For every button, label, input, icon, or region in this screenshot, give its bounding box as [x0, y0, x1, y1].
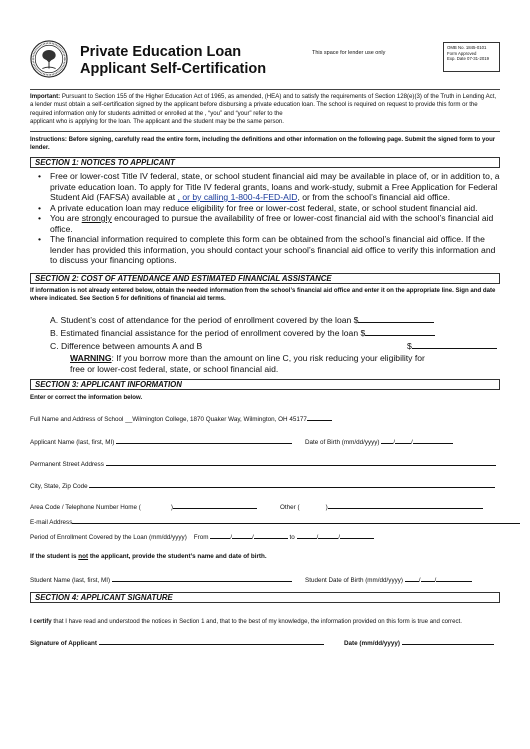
notices-list [38, 171, 500, 266]
city-row: City, State, Zip Code [30, 481, 495, 490]
form-title-line1: Private Education Loan [80, 44, 242, 60]
signature-date-field[interactable] [402, 638, 494, 645]
dob-day-field[interactable] [395, 437, 411, 444]
to-month-field[interactable] [297, 532, 317, 539]
important-text: Pursuant to Section 155 of the Higher Education Act of 1965, as amended, (HEA) and to satisfy the requirements of Section 128(e)(3) of the Truth in Lending Act, a lender must obtain a self-certification signed by the applicant before disbursing a private education loan. The school is required on request to provide this form or the required information only for students admitted or enrolled at the , “you” and “your” refer to the [30, 93, 497, 117]
omb-box [443, 42, 500, 72]
enrollment-period-row: Period of Enrollment Covered by the Loan (mm/dd/yyyy) From / / to / / [30, 532, 374, 541]
street-row: Permanent Street Address [30, 459, 496, 468]
student-dob-month-field[interactable] [405, 575, 419, 582]
signature-field[interactable] [99, 638, 324, 645]
cost-of-attendance-field[interactable] [358, 316, 434, 323]
omb-approved: Form Approved [447, 50, 477, 56]
financial-assistance-row: B. Estimated financial assistance for the period of enrollment covered by the loan $ [50, 328, 435, 339]
signature-date-row: Date (mm/dd/yyyy) [344, 638, 494, 647]
instructions-label: Instructions: [30, 136, 67, 143]
certify-statement: I certify that I have read and understood the notices in Section 1 and, that to the best of my knowledge, the information provided on this form is true and correct. [30, 618, 462, 625]
school-row: Full Name and Address of School __Wilmington College, 1870 Quaker Way, Wilmington, OH 45177 [30, 414, 332, 423]
dob-month-field[interactable] [381, 437, 393, 444]
email-row: E-mail Address [30, 517, 520, 526]
applicant-name-row: Applicant Name (last, first, MI) [30, 437, 292, 446]
from-month-field[interactable] [210, 532, 230, 539]
form-title-line2: Applicant Self-Certification [80, 61, 267, 77]
difference-row: C. Difference between amounts A and B [50, 341, 203, 351]
notice-item: • The financial information required to complete this form can be obtained from the school’s financial aid office. If the lender has provided this information, you should contact your school’s financial aid office to verify this information and to discuss your financing options. [38, 234, 500, 266]
student-dob-row: Student Date of Birth (mm/dd/yyyy) / / [305, 575, 472, 584]
signature-row: Signature of Applicant [30, 638, 324, 647]
warning-text: WARNING: If you borrow more than the amount on line C, you risk reducing your eligibility for [70, 353, 425, 363]
section3-intro: Enter or correct the information below. [30, 394, 143, 401]
other-phone-field[interactable] [328, 502, 483, 509]
omb-number: OMB No. 1845-0101 [447, 45, 487, 50]
important-divider [30, 131, 500, 132]
city-state-zip-field[interactable] [89, 481, 495, 488]
other-phone-row: Other ( ) [280, 502, 483, 511]
to-year-field[interactable] [340, 532, 374, 539]
notice-item: • You are strongly encouraged to pursue the availability of free or lower-cost financial aid with the school’s financial aid office. [38, 213, 500, 234]
school-name-address[interactable]: Wilmington College, 1870 Quaker Way, Wilmington, OH 45177 [132, 416, 307, 423]
difference-field[interactable] [412, 342, 497, 349]
student-name-row: Student Name (last, first, MI) [30, 575, 292, 584]
email-field[interactable] [72, 517, 520, 524]
phone-row: Area Code / Telephone Number Home ( ) [30, 502, 257, 511]
important-text-2: applicant who is applying for the loan. The applicant and the student may be the same person. [30, 118, 284, 126]
section2-intro: If information is not already entered below, obtain the needed information from the school’s financial aid office and enter it on the appropriate line. Sign and date where indicated. See Section 5 for definitions of financial aid terms. [30, 287, 496, 303]
section3-header: SECTION 3: APPLICANT INFORMATION [30, 379, 500, 390]
student-name-field[interactable] [112, 575, 292, 582]
notice-item: • Free or lower-cost Title IV federal, state, or school student financial aid may be available in place of, or in addition to, a private education loan. To apply for Title IV federal grants, loans and work-study, submit a Free Application for Federal Student Aid (FAFSA) available at , or by calling 1-800-4-FED-AID, or from the school’s financial aid office. [38, 171, 500, 203]
important-paragraph [30, 93, 500, 127]
student-note: If the student is not the applicant, provide the student’s name and date of birth. [30, 553, 267, 560]
department-seal-logo [30, 40, 68, 78]
cost-of-attendance-row: A. Student’s cost of attendance for the period of enrollment covered by the loan $ [50, 315, 434, 326]
from-day-field[interactable] [232, 532, 252, 539]
warning-text-2: free or lower-cost federal, state, or school financial aid. [70, 364, 279, 374]
street-address-field[interactable] [106, 459, 496, 466]
dob-year-field[interactable] [413, 437, 453, 444]
notice-item: • A private education loan may reduce eligibility for free or lower-cost federal, state, or school student financial aid. [38, 203, 500, 214]
financial-assistance-field[interactable] [365, 329, 435, 336]
from-year-field[interactable] [254, 532, 288, 539]
section1-header: SECTION 1: NOTICES TO APPLICANT [30, 157, 500, 168]
warning-label: WARNING [70, 353, 112, 363]
omb-expiry: Exp. Date 07-31-2019 [447, 56, 490, 62]
fafsa-link[interactable]: , or by calling 1-800-4-FED-AID [177, 192, 298, 202]
to-day-field[interactable] [318, 532, 338, 539]
student-dob-year-field[interactable] [436, 575, 472, 582]
section2-header: SECTION 2: COST OF ATTENDANCE AND ESTIMATED FINANCIAL ASSISTANCE [30, 273, 500, 284]
section4-header: SECTION 4: APPLICANT SIGNATURE [30, 592, 500, 603]
student-dob-day-field[interactable] [421, 575, 435, 582]
lender-use-note: This space for lender use only [312, 50, 386, 56]
home-phone-field[interactable] [173, 502, 257, 509]
applicant-name-field[interactable] [116, 437, 292, 444]
header-divider [30, 89, 500, 90]
applicant-dob-row: Date of Birth (mm/dd/yyyy) / / [305, 437, 453, 446]
instructions-text: Before signing, carefully read the entire form, including the definitions and other information on the following page. Submit the signed form to your lender. [30, 136, 496, 152]
instructions-paragraph [30, 136, 500, 153]
important-label: Important: [30, 93, 61, 100]
difference-amount: $ [407, 341, 497, 352]
